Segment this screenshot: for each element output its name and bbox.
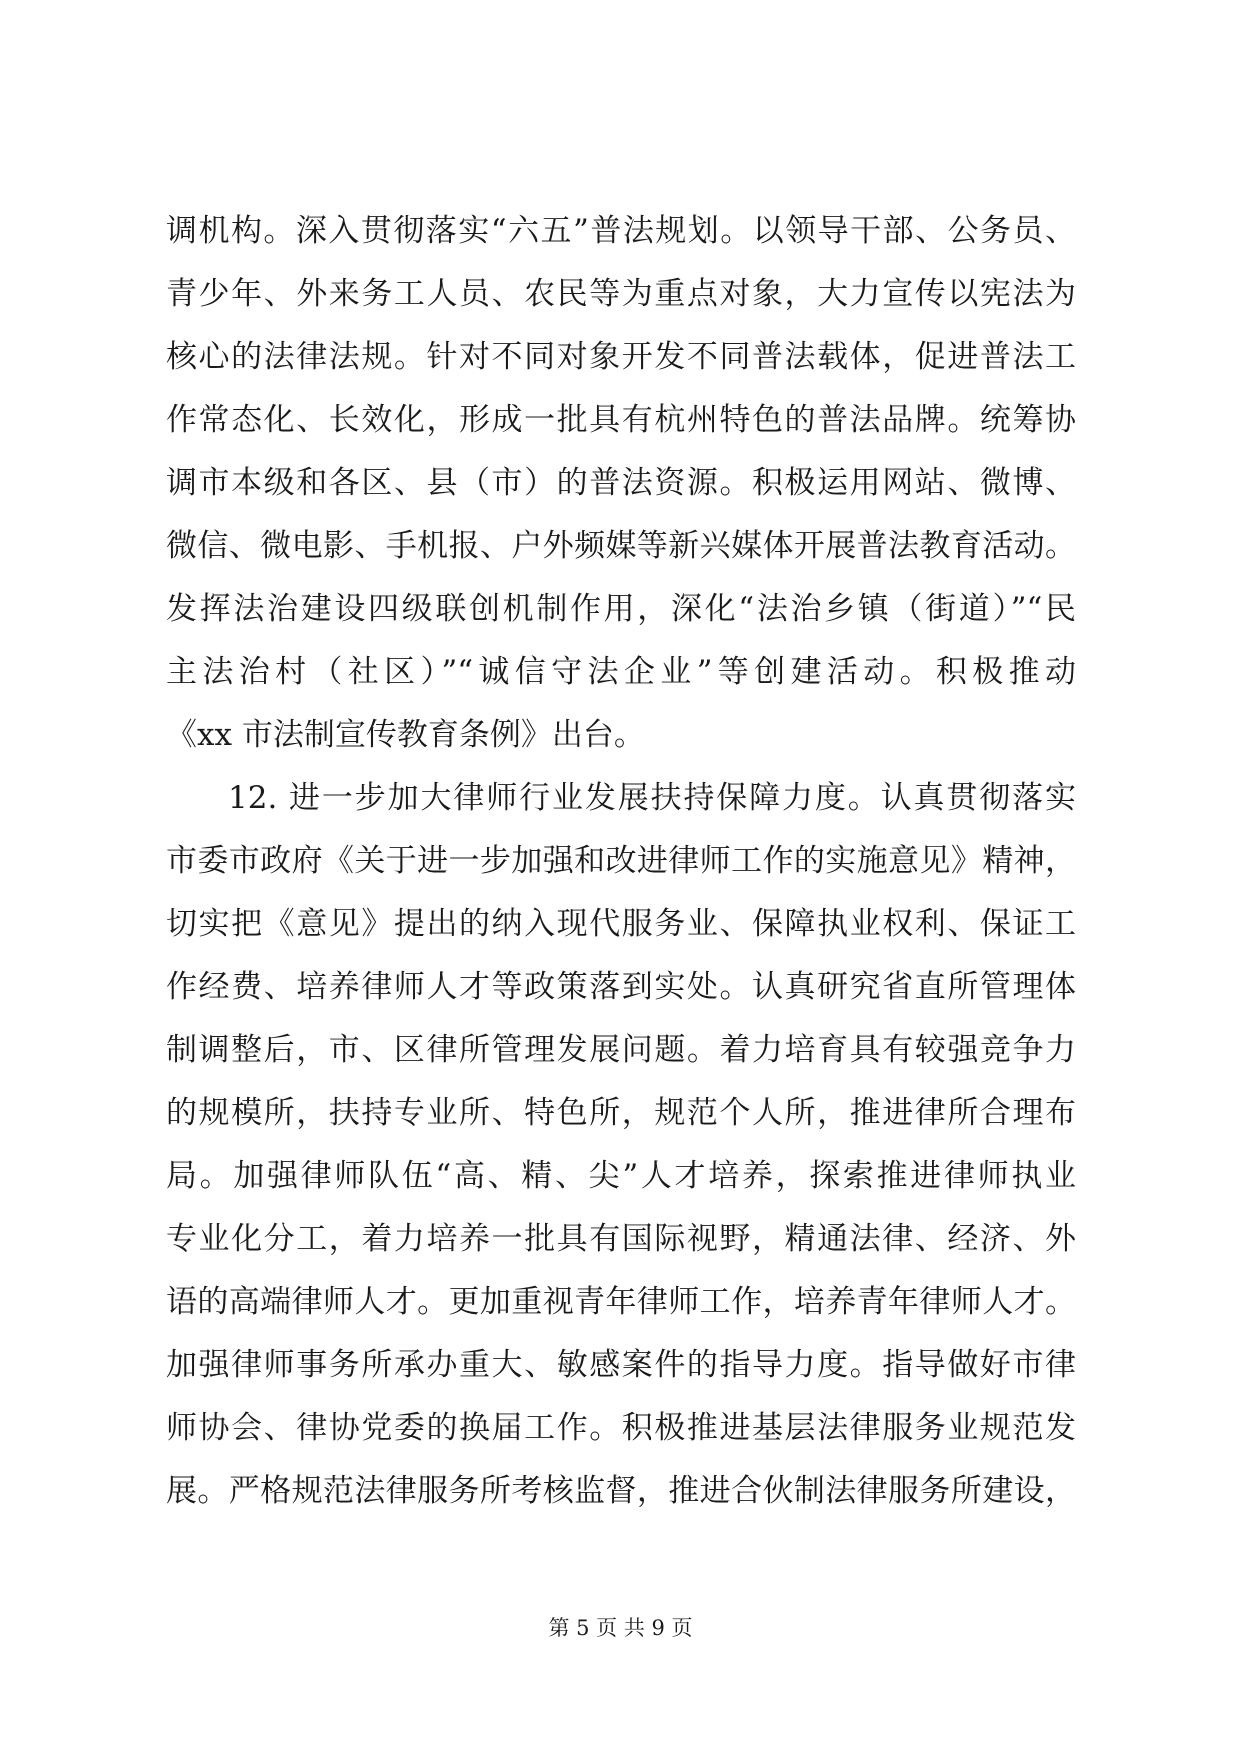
body-line: 核心的法律法规。针对不同对象开发不同普法载体，促进普法工	[166, 339, 1076, 375]
body-line: 切实把《意见》提出的纳入现代服务业、保障执业权利、保证工	[166, 906, 1076, 942]
body-line: 《xx 市法制宣传教育条例》出台。	[166, 717, 645, 753]
body-line: 作常态化、长效化，形成一批具有杭州特色的普法品牌。统筹协	[166, 402, 1076, 438]
body-line: 的规模所，扶持专业所、特色所，规范个人所，推进律所合理布	[166, 1095, 1076, 1131]
body-line: 作经费、培养律师人才等政策落到实处。认真研究省直所管理体	[166, 969, 1076, 1005]
body-line: 调市本级和各区、县（市）的普法资源。积极运用网站、微博、	[166, 465, 1076, 501]
body-line: 调机构。深入贯彻落实“六五”普法规划。以领导干部、公务员、	[166, 213, 1076, 249]
body-line: 局。加强律师队伍“高、精、尖”人才培养，探索推进律师执业	[166, 1158, 1076, 1194]
body-line: 专业化分工，着力培养一批具有国际视野，精通法律、经济、外	[166, 1221, 1076, 1257]
body-line: 展。严格规范法律服务所考核监督，推进合伙制法律服务所建设，	[166, 1473, 1076, 1509]
body-line: 发挥法治建设四级联创机制作用，深化“法治乡镇（街道）”“民	[166, 591, 1076, 627]
body-line: 青少年、外来务工人员、农民等为重点对象，大力宣传以宪法为	[166, 276, 1076, 312]
body-line: 加强律师事务所承办重大、敏感案件的指导力度。指导做好市律	[166, 1347, 1076, 1383]
body-line: 主法治村（社区）”“诚信守法企业”等创建活动。积极推动	[166, 654, 1076, 690]
paragraph-start-line: 12. 进一步加大律师行业发展扶持保障力度。认真贯彻落实	[228, 780, 1076, 816]
page-number-footer: 第 5 页 共 9 页	[548, 1616, 693, 1640]
body-line: 语的高端律师人才。更加重视青年律师工作，培养青年律师人才。	[166, 1284, 1076, 1320]
body-line: 制调整后，市、区律所管理发展问题。着力培育具有较强竞争力	[166, 1032, 1076, 1068]
body-line: 市委市政府《关于进一步加强和改进律师工作的实施意见》精神，	[166, 843, 1076, 879]
body-line: 微信、微电影、手机报、户外频媒等新兴媒体开展普法教育活动。	[166, 528, 1076, 564]
body-line: 师协会、律协党委的换届工作。积极推进基层法律服务业规范发	[166, 1410, 1076, 1446]
